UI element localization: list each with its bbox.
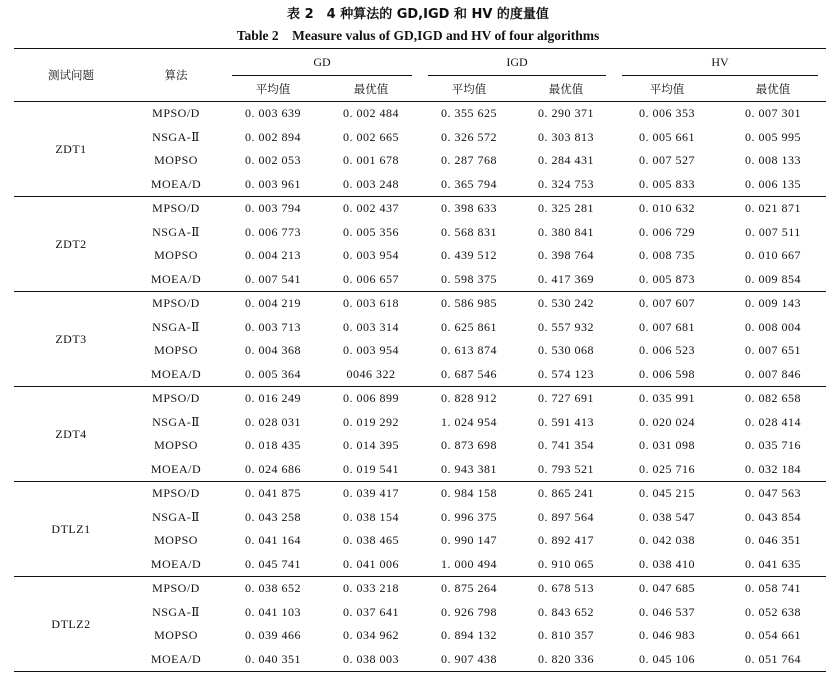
header-hv-label: HV (622, 50, 818, 76)
header-igd-mean: 平均值 (451, 81, 487, 96)
gd-mean-cell: 0. 005 364 (224, 363, 322, 387)
gd-mean-cell: 0. 003 961 (224, 173, 322, 197)
hv-best-cell: 0. 010 667 (745, 248, 802, 263)
hv-mean-cell: 0. 005 873 (614, 268, 720, 292)
hv-mean-cell: 0. 006 353 (639, 106, 696, 121)
table-row (14, 411, 826, 435)
gd-best-cell: 0046 322 (322, 363, 420, 387)
algorithm-cell: MPSO/D (152, 106, 200, 121)
hv-best-cell: 0. 005 995 (745, 129, 802, 144)
gd-mean-cell: 0. 045 741 (224, 553, 322, 577)
gd-mean-cell: 0. 041 103 (245, 604, 301, 619)
hv-best-cell: 0. 058 741 (745, 581, 802, 596)
header-test-problem: 测试问题 (48, 68, 94, 82)
table-header (14, 49, 826, 102)
gd-mean-cell: 0. 007 541 (224, 268, 322, 292)
table-row (14, 268, 826, 292)
igd-mean-cell: 0. 996 375 (441, 509, 497, 524)
igd-mean-cell: 0. 875 264 (441, 581, 497, 596)
test-problem-cell: ZDT1 (14, 102, 128, 197)
hv-mean-cell: 0. 007 607 (639, 296, 696, 311)
igd-best-cell: 0. 303 813 (538, 129, 594, 144)
header-hv (614, 49, 826, 77)
hv-best-cell: 0. 051 764 (720, 648, 826, 672)
gd-best-cell: 0. 039 417 (343, 486, 399, 501)
igd-mean-cell: 0. 287 768 (441, 153, 497, 168)
hv-best-cell: 0. 035 716 (745, 438, 802, 453)
algorithm-cell: NSGA-Ⅱ (152, 509, 200, 524)
igd-best-cell: 0. 865 241 (538, 486, 594, 501)
gd-best-cell: 0. 034 962 (343, 628, 399, 643)
gd-best-cell: 0. 037 641 (343, 604, 399, 619)
igd-mean-cell: 0. 894 132 (441, 628, 497, 643)
igd-mean-cell: 0. 365 794 (420, 173, 518, 197)
gd-best-cell: 0. 002 484 (343, 106, 399, 121)
algorithm-cell: MOPSO (154, 248, 198, 263)
gd-mean-cell: 0. 004 368 (245, 343, 301, 358)
test-problem-cell: ZDT2 (14, 197, 128, 292)
hv-mean-cell: 0. 042 038 (639, 533, 696, 548)
hv-best-cell: 0. 007 301 (745, 106, 802, 121)
gd-best-cell: 0. 002 437 (343, 201, 399, 216)
igd-best-cell: 0. 290 371 (538, 106, 594, 121)
igd-mean-cell: 0. 439 512 (441, 248, 497, 263)
table-row (14, 244, 826, 268)
igd-best-cell: 0. 892 417 (538, 533, 594, 548)
hv-best-cell: 0. 007 846 (720, 363, 826, 387)
hv-best-cell: 0. 006 135 (720, 173, 826, 197)
table-row (14, 149, 826, 173)
igd-best-cell: 0. 910 065 (518, 553, 614, 577)
algorithm-cell: NSGA-Ⅱ (152, 319, 200, 334)
table-row (14, 434, 826, 458)
igd-best-cell: 0. 284 431 (538, 153, 594, 168)
algorithm-cell: MPSO/D (152, 486, 200, 501)
gd-best-cell: 0. 003 248 (322, 173, 420, 197)
gd-best-cell: 0. 003 314 (343, 319, 399, 334)
gd-best-cell: 0. 005 356 (343, 224, 399, 239)
hv-mean-cell: 0. 007 527 (639, 153, 696, 168)
hv-best-cell: 0. 082 658 (745, 391, 802, 406)
table-row (14, 126, 826, 150)
table-row (14, 292, 826, 316)
igd-mean-cell: 0. 943 381 (420, 458, 518, 482)
gd-best-cell: 0. 003 618 (343, 296, 399, 311)
algorithm-cell: MOPSO (154, 438, 198, 453)
gd-mean-cell: 0. 043 258 (245, 509, 301, 524)
hv-best-cell: 0. 007 651 (745, 343, 802, 358)
gd-best-cell: 0. 019 541 (322, 458, 420, 482)
gd-best-cell: 0. 019 292 (343, 414, 399, 429)
gd-mean-cell: 0. 018 435 (245, 438, 301, 453)
igd-best-cell: 0. 530 242 (538, 296, 594, 311)
igd-best-cell: 0. 727 691 (538, 391, 594, 406)
test-problem-cell: DTLZ1 (14, 482, 128, 577)
igd-mean-cell: 0. 828 912 (441, 391, 497, 406)
table-row (14, 458, 826, 482)
algorithm-cell: MOPSO (154, 343, 198, 358)
igd-best-cell: 0. 897 564 (538, 509, 594, 524)
algorithm-cell: MOEA/D (128, 363, 224, 387)
table-row (14, 601, 826, 625)
algorithm-cell: MOPSO (154, 153, 198, 168)
gd-mean-cell: 0. 002 894 (245, 129, 301, 144)
algorithm-cell: MOEA/D (128, 173, 224, 197)
algorithm-cell: MOEA/D (128, 458, 224, 482)
test-problem-cell: ZDT3 (14, 292, 128, 387)
table-caption-chinese: 表 2 4 种算法的 GD,IGD 和 HV 的度量值 (287, 7, 549, 22)
hv-mean-cell: 0. 020 024 (639, 414, 696, 429)
header-igd-label: IGD (428, 50, 606, 76)
hv-best-cell: 0. 008 004 (745, 319, 802, 334)
hv-mean-cell: 0. 008 735 (639, 248, 696, 263)
algorithm-cell: MPSO/D (152, 296, 200, 311)
igd-mean-cell: 1. 000 494 (420, 553, 518, 577)
gd-mean-cell: 0. 039 466 (245, 628, 301, 643)
hv-best-cell: 0. 007 511 (745, 224, 801, 239)
hv-mean-cell: 0. 006 598 (614, 363, 720, 387)
hv-mean-cell: 0. 038 410 (614, 553, 720, 577)
igd-best-cell: 0. 793 521 (518, 458, 614, 482)
gd-mean-cell: 0. 041 875 (245, 486, 301, 501)
results-table (14, 48, 826, 672)
igd-mean-cell: 0. 598 375 (420, 268, 518, 292)
gd-mean-cell: 0. 038 652 (245, 581, 301, 596)
igd-best-cell: 0. 557 932 (538, 319, 594, 334)
header-gd-label: GD (232, 50, 412, 76)
test-problem-cell: ZDT4 (14, 387, 128, 482)
gd-best-cell: 0. 033 218 (343, 581, 399, 596)
gd-mean-cell: 0. 004 213 (245, 248, 301, 263)
hv-best-cell: 0. 009 143 (745, 296, 802, 311)
hv-best-cell: 0. 052 638 (745, 604, 802, 619)
igd-mean-cell: 0. 687 546 (420, 363, 518, 387)
algorithm-cell: MOEA/D (128, 648, 224, 672)
igd-mean-cell: 0. 926 798 (441, 604, 497, 619)
igd-best-cell: 0. 325 281 (538, 201, 594, 216)
gd-best-cell: 0. 041 006 (322, 553, 420, 577)
hv-mean-cell: 0. 045 215 (639, 486, 696, 501)
header-gd-best: 最优值 (353, 81, 389, 96)
igd-best-cell: 0. 678 513 (538, 581, 594, 596)
algorithm-cell: MOPSO (154, 533, 198, 548)
igd-best-cell: 0. 843 652 (538, 604, 594, 619)
gd-best-cell: 0. 003 954 (343, 343, 399, 358)
igd-mean-cell: 0. 873 698 (441, 438, 497, 453)
header-algorithm: 算法 (164, 68, 188, 82)
igd-best-cell: 0. 591 413 (538, 414, 594, 429)
table-row (14, 363, 826, 387)
gd-best-cell: 0. 001 678 (343, 153, 399, 168)
gd-best-cell: 0. 038 003 (322, 648, 420, 672)
table-row (14, 529, 826, 553)
igd-mean-cell: 0. 398 633 (441, 201, 497, 216)
igd-best-cell: 0. 324 753 (518, 173, 614, 197)
hv-mean-cell: 0. 006 729 (639, 224, 696, 239)
table-row (14, 173, 826, 197)
algorithm-cell: MPSO/D (152, 201, 200, 216)
hv-mean-cell: 0. 006 523 (639, 343, 696, 358)
hv-best-cell: 0. 043 854 (745, 509, 802, 524)
hv-mean-cell: 0. 010 632 (639, 201, 696, 216)
table-row (14, 316, 826, 340)
igd-mean-cell: 0. 613 874 (441, 343, 497, 358)
hv-mean-cell: 0. 035 991 (639, 391, 696, 406)
gd-best-cell: 0. 002 665 (343, 129, 399, 144)
igd-mean-cell: 0. 625 861 (441, 319, 497, 334)
table-row (14, 506, 826, 530)
hv-mean-cell: 0. 005 661 (639, 129, 696, 144)
algorithm-cell: MPSO/D (152, 581, 200, 596)
igd-best-cell: 0. 741 354 (538, 438, 594, 453)
gd-mean-cell: 0. 024 686 (224, 458, 322, 482)
igd-best-cell: 0. 810 357 (538, 628, 594, 643)
table-row (14, 482, 826, 506)
hv-mean-cell: 0. 025 716 (614, 458, 720, 482)
table-row (14, 221, 826, 245)
gd-best-cell: 0. 003 954 (343, 248, 399, 263)
hv-best-cell: 0. 021 871 (745, 201, 802, 216)
algorithm-cell: MOEA/D (128, 553, 224, 577)
table-row (14, 624, 826, 648)
hv-mean-cell: 0. 038 547 (639, 509, 696, 524)
gd-best-cell: 0. 006 899 (343, 391, 399, 406)
gd-mean-cell: 0. 002 053 (245, 153, 301, 168)
table-row (14, 648, 826, 672)
hv-best-cell: 0. 054 661 (745, 628, 802, 643)
table-row (14, 387, 826, 411)
igd-mean-cell: 0. 984 158 (441, 486, 497, 501)
hv-best-cell: 0. 046 351 (745, 533, 802, 548)
hv-best-cell: 0. 008 133 (745, 153, 802, 168)
igd-best-cell: 0. 380 841 (538, 224, 594, 239)
header-igd-best: 最优值 (548, 81, 584, 96)
table-row (14, 577, 826, 601)
table-row (14, 102, 826, 126)
igd-best-cell: 0. 398 764 (538, 248, 594, 263)
algorithm-cell: NSGA-Ⅱ (152, 414, 200, 429)
hv-mean-cell: 0. 047 685 (639, 581, 696, 596)
igd-mean-cell: 0. 355 625 (441, 106, 497, 121)
gd-mean-cell: 0. 040 351 (224, 648, 322, 672)
test-problem-cell: DTLZ2 (14, 577, 128, 672)
gd-best-cell: 0. 038 465 (343, 533, 399, 548)
igd-mean-cell: 0. 586 985 (441, 296, 497, 311)
header-hv-mean: 平均值 (649, 81, 685, 96)
algorithm-cell: NSGA-Ⅱ (152, 129, 200, 144)
hv-best-cell: 0. 009 854 (720, 268, 826, 292)
gd-best-cell: 0. 014 395 (343, 438, 399, 453)
hv-best-cell: 0. 047 563 (745, 486, 802, 501)
igd-mean-cell: 0. 907 438 (420, 648, 518, 672)
table-row (14, 339, 826, 363)
hv-mean-cell: 0. 046 537 (639, 604, 696, 619)
hv-best-cell: 0. 028 414 (745, 414, 802, 429)
header-hv-best: 最优值 (755, 81, 791, 96)
table-caption-english: Table 2 Measure valus of GD,IGD and HV of four algorithms (236, 28, 600, 43)
gd-mean-cell: 0. 003 639 (245, 106, 301, 121)
gd-mean-cell: 0. 006 773 (245, 224, 301, 239)
algorithm-cell: MPSO/D (152, 391, 200, 406)
algorithm-cell: NSGA-Ⅱ (152, 224, 200, 239)
igd-best-cell: 0. 574 123 (518, 363, 614, 387)
hv-best-cell: 0. 032 184 (720, 458, 826, 482)
gd-mean-cell: 0. 004 219 (245, 296, 301, 311)
gd-best-cell: 0. 006 657 (322, 268, 420, 292)
gd-mean-cell: 0. 003 794 (245, 201, 301, 216)
gd-best-cell: 0. 038 154 (343, 509, 399, 524)
gd-mean-cell: 0. 028 031 (245, 414, 301, 429)
hv-mean-cell: 0. 046 983 (639, 628, 696, 643)
header-gd-mean: 平均值 (255, 81, 291, 96)
hv-mean-cell: 0. 007 681 (639, 319, 696, 334)
hv-mean-cell: 0. 045 106 (614, 648, 720, 672)
igd-best-cell: 0. 530 068 (538, 343, 594, 358)
gd-mean-cell: 0. 041 164 (245, 533, 301, 548)
hv-mean-cell: 0. 031 098 (639, 438, 696, 453)
table-body (14, 102, 826, 672)
header-igd (420, 49, 614, 77)
igd-mean-cell: 0. 326 572 (441, 129, 497, 144)
hv-best-cell: 0. 041 635 (720, 553, 826, 577)
algorithm-cell: NSGA-Ⅱ (152, 604, 200, 619)
table-row (14, 553, 826, 577)
igd-mean-cell: 0. 568 831 (441, 224, 497, 239)
igd-best-cell: 0. 417 369 (518, 268, 614, 292)
header-gd (224, 49, 420, 77)
algorithm-cell: MOEA/D (128, 268, 224, 292)
gd-mean-cell: 0. 016 249 (245, 391, 301, 406)
gd-mean-cell: 0. 003 713 (245, 319, 301, 334)
algorithm-cell: MOPSO (154, 628, 198, 643)
igd-mean-cell: 1. 024 954 (441, 414, 497, 429)
hv-mean-cell: 0. 005 833 (614, 173, 720, 197)
igd-mean-cell: 0. 990 147 (441, 533, 497, 548)
table-row (14, 197, 826, 221)
igd-best-cell: 0. 820 336 (518, 648, 614, 672)
